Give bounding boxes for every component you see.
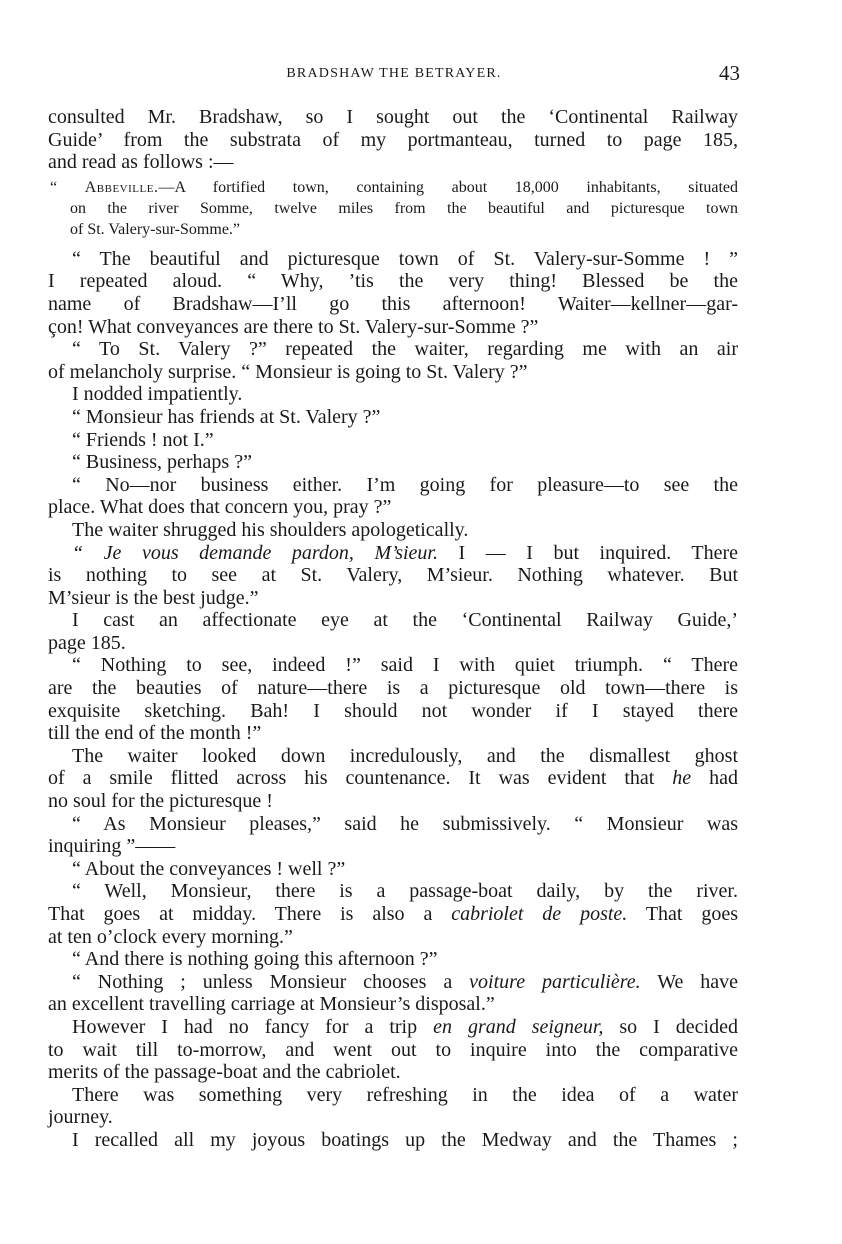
paragraph: “ Friends ! not I.”	[72, 428, 214, 451]
text-line	[48, 971, 738, 994]
text-line: There was something very refreshing in the idea of a water	[72, 1083, 738, 1106]
text-span: so I decided	[619, 1015, 738, 1038]
text-line	[48, 542, 738, 565]
text-span: had	[709, 767, 739, 790]
text-line: at ten o’clock every morning.”	[48, 925, 293, 948]
paragraph	[48, 745, 738, 813]
text-line: of melancholy surprise. “ Monsieur is going to St. Valery ?”	[48, 360, 528, 383]
french-phrase: cabriolet de poste.	[451, 903, 628, 925]
text-line	[48, 1016, 738, 1039]
extract-text: —A fortified town, containing about 18,000 inhabitants, situated	[158, 178, 738, 196]
french-phrase: voiture particulière.	[469, 970, 641, 993]
paragraph: I recalled all my joyous boatings up the Medway and the Thames ;	[72, 1128, 738, 1151]
text-line: place. What does that concern you, pray ?”	[48, 496, 392, 519]
paragraph	[48, 542, 738, 610]
text-line: I repeated aloud. “ Why, ’tis the very thing! Blessed be the	[48, 270, 738, 293]
text-line: no soul for the picturesque !	[48, 790, 273, 813]
text-line: till the end of the month !”	[48, 722, 262, 745]
text-line: inquiring ”——	[48, 835, 176, 858]
text-span: “ Nothing ; unless Monsieur chooses a	[72, 970, 453, 993]
text-line: is nothing to see at St. Valery, M’sieur. Nothing whatever. But	[48, 564, 738, 587]
text-line	[48, 177, 738, 198]
body-text	[48, 106, 738, 1152]
paragraph	[48, 654, 738, 744]
paragraph: I nodded impatiently.	[72, 383, 243, 406]
text-line: M’sieur is the best judge.”	[48, 586, 259, 609]
text-line: are the beauties of nature—there is a picturesque old town—there is	[48, 677, 738, 700]
paragraph: The waiter shrugged his shoulders apologetically.	[72, 518, 469, 541]
french-phrase: “ Je vous demande pardon, M’sieur.	[72, 541, 438, 564]
text-line: “ As Monsieur pleases,” said he submissively. “ Monsieur was	[72, 812, 738, 835]
text-line: “ To St. Valery ?” repeated the waiter, regarding me with an air	[72, 338, 738, 361]
text-line: journey.	[48, 1106, 113, 1129]
extract-open-quote: “	[50, 178, 85, 196]
text-span: However I had no fancy for a trip	[72, 1015, 418, 1038]
text-line: “ No—nor business either. I’m going for pleasure—to see the	[72, 473, 738, 496]
text-span: That goes	[645, 903, 739, 925]
text-span: We have	[657, 970, 739, 993]
text-line: I cast an affectionate eye at the ‘Continental Railway Guide,’	[72, 609, 738, 632]
text-line: exquisite sketching. Bah! I should not wonder if I stayed there	[48, 699, 738, 722]
paragraph: “ And there is nothing going this afternoon ?”	[72, 948, 438, 971]
paragraph	[48, 338, 738, 383]
running-head	[48, 62, 740, 86]
text-line: name of Bradshaw—I’ll go this afternoon! Waiter—kellner—gar-	[48, 292, 738, 315]
text-line: page 185.	[48, 631, 126, 654]
text-line	[48, 903, 738, 926]
text-line: to wait till to-morrow, and went out to inquire into the comparative	[48, 1038, 738, 1061]
paragraph	[48, 474, 738, 519]
paragraph	[48, 1016, 738, 1084]
text-line: çon! What conveyances are there to St. Valery-sur-Somme ?”	[48, 315, 539, 338]
text-line: The waiter looked down incredulously, and the dismallest ghost	[72, 744, 738, 767]
paragraph	[48, 1084, 738, 1129]
emphasis: he	[672, 767, 692, 790]
paragraph	[48, 609, 738, 654]
text-span: I — I but inquired. There	[458, 541, 739, 564]
text-line: merits of the passage-boat and the cabriolet.	[48, 1061, 401, 1084]
text-line: of St. Valery-sur-Somme.”	[70, 220, 241, 238]
french-phrase: en grand seigneur,	[433, 1015, 604, 1038]
text-line: “ The beautiful and picturesque town of St. Valery-sur-Somme ! ”	[72, 247, 738, 270]
text-span: of a smile flitted across his countenance. It was evident that	[48, 767, 655, 790]
paragraph	[48, 106, 738, 174]
guide-extract	[48, 177, 738, 240]
running-title: BRADSHAW THE BETRAYER.	[286, 66, 502, 81]
paragraph	[48, 248, 738, 338]
paragraph	[48, 813, 738, 858]
page-number: 43	[719, 61, 740, 85]
paragraph: “ Monsieur has friends at St. Valery ?”	[72, 405, 381, 428]
paragraph	[48, 880, 738, 948]
extract-place-name: Abbeville.	[84, 178, 159, 196]
text-line: consulted Mr. Bradshaw, so I sought out the ‘Continental Railway	[48, 106, 738, 128]
text-line: and read as follows :—	[48, 151, 234, 174]
paragraph: “ About the conveyances ! well ?”	[72, 857, 346, 880]
text-line: “ Nothing to see, indeed !” said I with quiet triumph. “ There	[72, 654, 738, 677]
text-line: Guide’ from the substrata of my portmanteau, turned to page 185,	[48, 128, 738, 151]
paragraph: “ Business, perhaps ?”	[72, 451, 252, 474]
text-line: an excellent travelling carriage at Monsieur’s disposal.”	[48, 993, 495, 1016]
text-line: “ Well, Monsieur, there is a passage-boat daily, by the river.	[72, 880, 738, 903]
text-line	[48, 767, 738, 790]
text-line: on the river Somme, twelve miles from the beautiful and picturesque town	[70, 199, 738, 217]
text-span: That goes at midday. There is also a	[48, 903, 433, 925]
paragraph	[48, 971, 738, 1016]
